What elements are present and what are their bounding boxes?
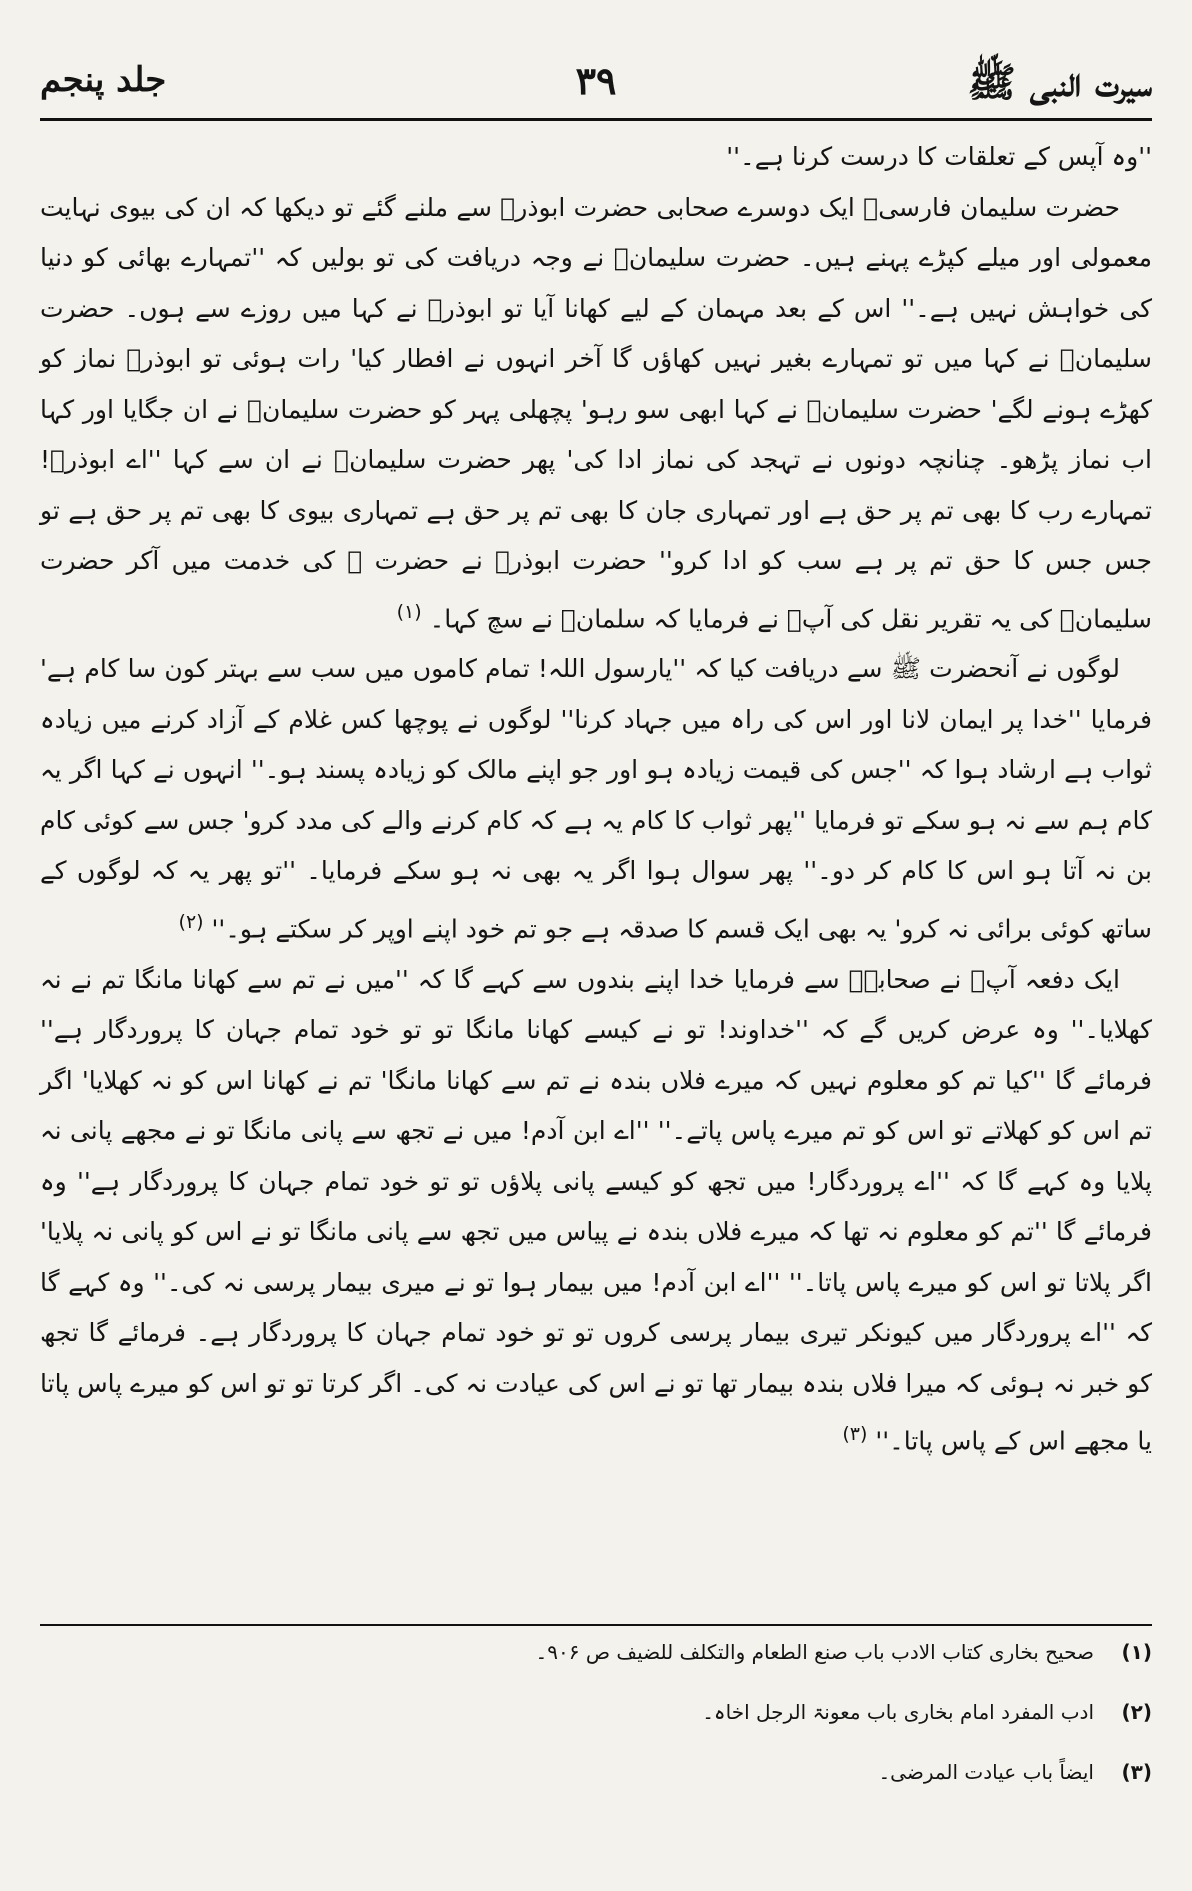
paragraph-3 [40,644,1152,954]
paragraph-text: ''وہ آپس کے تعلقات کا درست کرنا ہے۔'' [726,142,1152,171]
page-header [40,58,1152,121]
footnote [40,1760,1152,1820]
main-text [40,132,1152,1467]
footnotes [40,1640,1152,1820]
footnote-number: (۲) [1121,1700,1152,1724]
footnote-text: صحیح بخاری کتاب الادب باب صنع الطعام والتکلف للضیف ص ۹۰۶۔ [535,1640,1094,1664]
footnote-ref: (۲) [178,910,204,933]
paragraph-2 [40,183,1152,645]
footnote-text: ادب المفرد امام بخاری باب معونۃ الرجل اخاہ۔ [702,1700,1094,1724]
paragraph-1 [40,132,1152,183]
footnote-divider [40,1624,1152,1626]
page-number: ۳۹ [575,58,617,103]
footnote-text: ایضاً باب عیادت المرضی۔ [878,1760,1094,1784]
paragraph-text: لوگوں نے آنحضرت ﷺ سے دریافت کیا کہ ''یارسول اللہ! تمام کاموں میں سب سے بہتر کون سا کام ہے' فرمایا ''خدا پر ایمان لانا اور اس کی راہ میں جہاد کرنا'' لوگوں نے پوچھا کس غلام کے آزاد کرنے میں زیادہ ثواب ہے ارشاد ہوا کہ ''جس کی قیمت زیادہ ہو اور جو اپنے مالک کو زیادہ پسند ہو۔'' انہوں نے کہا اگر یہ کام ہم سے نہ ہو سکے تو فرمایا ''پھر ثواب کا کام یہ ہے کہ کام کرنے والے کی مدد کرو' جس سے کوئی کام بن نہ آتا ہو اس کا کام کر دو۔'' پھر سوال ہوا اگر یہ بھی نہ ہو سکے فرمایا۔ ''تو پھر یہ کہ لوگوں کے ساتھ کوئی برائی نہ کرو' یہ بھی ایک قسم کا صدقہ ہے جو تم خود اپنے اوپر کر سکتے ہو۔'' [40,654,1152,944]
footnote-number: (۳) [1121,1760,1152,1784]
footnote-ref: (۳) [842,1423,868,1446]
paragraph-text: حضرت سلیمان فارسیؓ ایک دوسرے صحابی حضرت ابوذرؓ سے ملنے گئے تو دیکھا کہ ان کی بیوی نہایت معمولی اور میلے کپڑے پہنے ہیں۔ حضرت سلیمانؓ نے وجہ دریافت کی تو بولیں کہ ''تمہارے بھائی کو دنیا کی خواہش نہیں ہے۔'' اس کے بعد مہمان کے لیے کھانا آیا تو ابوذرؓ نے کہا میں روزے سے ہوں۔ حضرت سلیمانؓ نے کہا میں تو تمہارے بغیر نہیں کھاؤں گا آخر انہوں نے افطار کیا' رات ہوئی تو ابوذرؓ نماز کو کھڑے ہونے لگے' حضرت سلیمانؓ نے کہا ابھی سو رہو' پچھلی پہر کو حضرت سلیمانؓ نے ان جگایا اور کہا اب نماز پڑھو۔ چنانچہ دونوں نے تہجد کی نماز ادا کی' پھر حضرت سلیمانؓ نے ان سے کہا ''اے ابوذرؓ! تمہارے رب کا بھی تم پر حق ہے اور تمہاری جان کا بھی تم پر حق ہے تمہاری بیوی کا بھی تم پر حق ہے تو جس جس کا حق تم پر ہے سب کو ادا کرو'' حضرت ابوذرؓ نے حضرت ﷺ کی خدمت میں آکر حضرت سلیمانؓ کی یہ تقریر نقل کی آپؐ نے فرمایا کہ سلمانؓ نے سچ کہا۔ [40,192,1152,633]
paragraph-4 [40,955,1152,1467]
book-title: سیرت النبی ﷺ [967,59,1152,106]
volume-label: جلد پنجم [40,60,167,100]
footnote-ref: (۱) [396,600,422,623]
footnote [40,1700,1152,1760]
footnote-number: (۱) [1121,1640,1152,1664]
paragraph-text: ایک دفعہ آپؐ نے صحابہؓ سے فرمایا خدا اپنے بندوں سے کہے گا کہ ''میں نے تم سے کھانا مانگا تم نے نہ کھلایا۔'' وہ عرض کریں گے کہ ''خداوند! تو نے کیسے کھانا مانگا تو تو خود تمام جہان کا پروردگار ہے'' فرمائے گا ''کیا تم کو معلوم نہیں کہ میرے فلاں بندہ نے تم سے کھانا مانگا' تم نے کھانا اس کو نہ کھلایا' اگر تم اس کو کھلاتے تو اس کو تم میرے پاس پاتے۔'' ''اے ابن آدم! میں نے تجھ سے پانی مانگا تو نے مجھے پانی نہ پلایا وہ کہے گا کہ ''اے پروردگار! میں تجھ کو کیسے پانی پلاؤں تو تو خود تمام جہان کا پروردگار ہے'' وہ فرمائے گا ''تم کو معلوم نہ تھا کہ میرے فلاں بندہ نے پیاس میں تجھ سے پانی مانگا تو نے اس کو پانی نہ پلایا' اگر پلاتا تو اس کو میرے پاس پاتا۔'' ''اے ابن آدم! میں بیمار ہوا تو نے میری بیمار پرسی نہ کی۔'' وہ کہے گا کہ ''اے پروردگار میں کیونکر تیری بیمار پرسی کروں تو تو خود تمام جہان کا پروردگار ہے۔ فرمائے گا تجھ کو خبر نہ ہوئی کہ میرا فلاں بندہ بیمار تھا تو نے اس کی عیادت نہ کی۔ اگر کرتا تو تو اس کو میرے پاس پاتا یا مجھے اس کے پاس پاتا۔'' [40,964,1152,1456]
footnote [40,1640,1152,1700]
